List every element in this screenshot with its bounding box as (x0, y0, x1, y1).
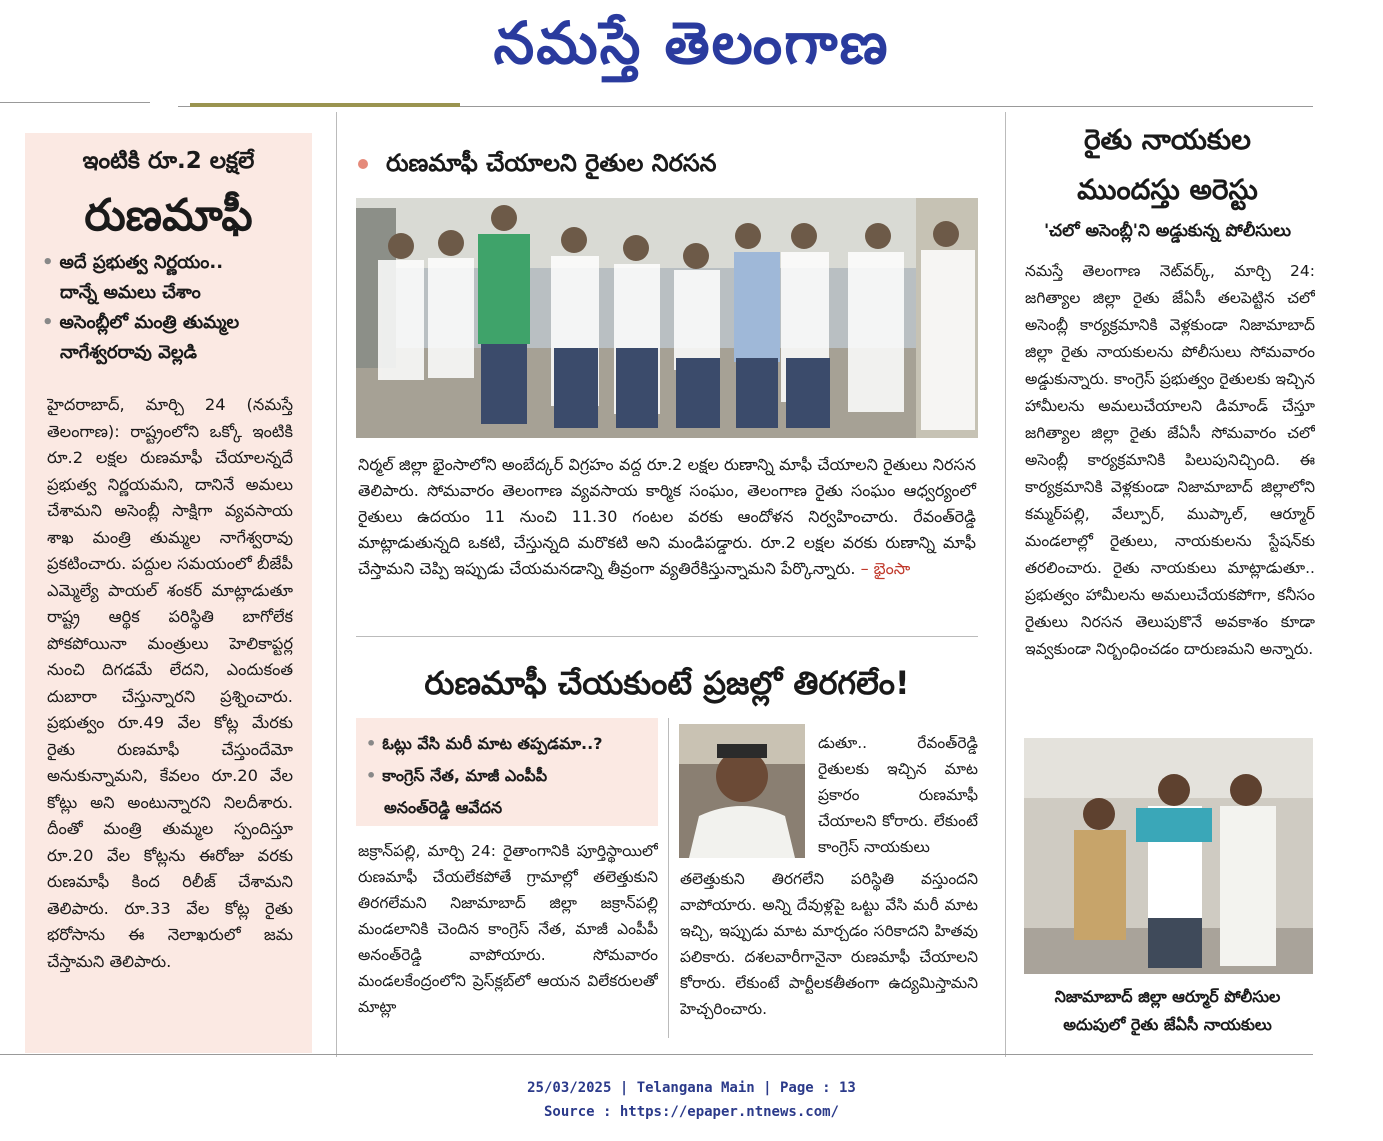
lower-bullets: • ఓట్లు వేసి మరీ మాట తప్పడమా..? • కాంగ్రెస్ నేత, మాజీ ఎంపీపీ అనంత్‌రెడ్డి ఆవేదన (366, 728, 656, 824)
right-article-body: నమస్తే తెలంగాణ నెట్‌వర్క్, మార్చి 24: జగిత్యాల జిల్లా రైతు జేఏసీ తలపెట్టిన చలో అసెంబ్లీ కార్యక్రమానికి వెళ్లకుండా నిజామాబాద్ జిల్లా రైతు నాయకులను పోలీసులు సోమవారం అడ్డుకున్నారు. కాంగ్రెస్ ప్రభుత్వం రైతులకు ఇచ్చిన హామీలను అమలుచేయాలని డిమాండ్ చేస్తూ జగిత్యాల జిల్లా రైతు జేఏసీ సోమవారం చలో అసెంబ్లీ కార్యక్రమానికి పిలుపునిచ్చింది. ఈ కార్యక్రమానికి వెళ్లకుండా నిజామాబాద్ జిల్లాలోని కమ్మర్‌పల్లి, వేల్పూర్, ముప్కాల్, ఆర్మూర్ మండలాల్లో రైతులు, నాయకులను స్టేషన్‌కు తరలించారు. రైతు నాయకులు మాట్లాడుతూ.. ప్రభుత్వం హామీలను అమలుచేయకపోగా, కనీసం రైతులు నిరసన తెలుపుకొనే అవకాశం కూడా ఇవ్వకుండా నిర్బంధించడం దారుణమని అన్నారు. (1025, 262, 1315, 658)
left-kicker: ఇంటికి రూ.2 లక్షలే (82, 148, 255, 174)
bullet-icon: • (366, 734, 377, 753)
divider (0, 102, 150, 103)
column-rule (336, 112, 337, 1057)
bullet-item: • ఓట్లు వేసి మరీ మాట తప్పడమా..? (366, 734, 603, 753)
right-photo-caption-line2: అదుపులో రైతు జేఏసీ నాయకులు (1063, 1015, 1272, 1034)
photo-credit: – భైంసా (860, 559, 911, 578)
footer-date-page: 25/03/2025 | Telangana Main | Page : 13 (527, 1080, 856, 1096)
lower-headline: రుణమాఫీ చేయకుంటే ప్రజల్లో తిరగలేం! (424, 664, 910, 702)
right-headline-line1: రైతు నాయకుల (1083, 123, 1252, 156)
protest-photo (356, 198, 978, 438)
police-photo-image (1024, 738, 1313, 974)
police-photo (1024, 738, 1313, 974)
bullet-icon (358, 159, 368, 169)
portrait-photo (679, 724, 805, 858)
lower-body-left: జక్రాన్‌పల్లి, మార్చి 24: రైతాంగానికి పూర్తిస్థాయిలో రుణమాఫీ చేయలేకపోతే గ్రామాల్లో తలెత్తుకుని తిరగలేమని నిజామాబాద్ జిల్లా జక్రాన్‌పల్లి మండలానికి చెందిన కాంగ్రెస్ నేత, మాజీ ఎంపీపీ అనంత్‌రెడ్డి వాపోయారు. సోమవారం మండలకేంద్రంలోని ప్రెస్‌క్లబ్‌లో ఆయన విలేకరులతో మాట్లా (358, 842, 658, 1016)
column-rule (1005, 112, 1006, 1057)
right-headline-line2: ముందస్తు అరెస్టు (1077, 173, 1258, 206)
footer-source-link[interactable]: Source : https://epaper.ntnews.com/ (543, 1104, 839, 1120)
bullet-item: • అసెంబ్లీలో మంత్రి తుమ్మల (42, 312, 240, 333)
bullet-icon: • (366, 766, 377, 785)
divider (0, 1054, 1313, 1055)
bullet-icon: • (42, 252, 54, 273)
column-rule (668, 718, 669, 1038)
center-headline: రుణమాఫీ చేయాలని రైతుల నిరసన (358, 146, 978, 180)
lower-body-right-bottom: తలెత్తుకుని తిరగలేని పరిస్థితి వస్తుందని వాపోయారు. అన్ని దేవుళ్లపై ఒట్టు వేసి మరీ మాట ఇచ్చి, ఇప్పుడు మాట మార్చడం సరికాదని హితవు పలికారు. దశలవారీగానైనా రుణమాఫీ చేయాలని కోరారు. లేకుంటే పార్టీలకతీతంగా ఉద్యమిస్తామని హెచ్చరించారు. (680, 870, 978, 1018)
bullet-item: • అదే ప్రభుత్వ నిర్ణయం.. (42, 252, 224, 273)
lower-body-right-top: డుతూ.. రేవంత్‌రెడ్డి రైతులకు ఇచ్చిన మాట ప్రకారం రుణమాఫీ చేయాలని కోరారు. లేకుంటే కాంగ్రెస్ నాయకులు (818, 734, 978, 856)
right-photo-caption-line1: నిజామాబాద్ జిల్లా ఆర్మూర్ పోలీసుల (1054, 987, 1281, 1006)
masthead-title: నమస్తే తెలంగాణ (493, 9, 890, 77)
left-article-body: హైదరాబాద్, మార్చి 24 (నమస్తే తెలంగాణ): రాష్ట్రంలోని ఒక్కో ఇంటికి రూ.2 లక్షల రుణమాఫీ చేయాలన్నదే ప్రభుత్వ నిర్ణయమని, దానినే అమలు చేశామని అసెంబ్లీ సాక్షిగా వ్యవసాయ శాఖ మంత్రి తుమ్మల నాగేశ్వరావు ప్రకటించారు. పద్దుల సమయంలో బీజేపీ ఎమ్మెల్యే పాయల్ శంకర్ మాట్లాడుతూ రాష్ట్ర ఆర్థిక పరిస్థితి బాగోలేక పోకపోయినా మంత్రులు హెలికాప్టర్ల నుంచి దిగడమే లేదని, ఎందుకంత దుబారా చేస్తున్నారని ప్రశ్నించారు. ప్రభుత్వం రూ.49 వేల కోట్ల మేరకు రైతు రుణమాఫీ చేస్తుందేమో అనుకున్నామని, కేవలం రూ.20 వేల కోట్లు అని అంటున్నారని నిలదీశారు. దీంతో మంత్రి తుమ్మల స్పందిస్తూ రూ.20 వేల కోట్లను ఈరోజు వరకు రుణమాఫీ కింద రిలీజ్ చేశామని తెలిపారు. రూ.33 వేల కోట్ల రైతు భరోసాను ఈ నెలాఖరులో జమ చేస్తామని తెలిపారు. (47, 395, 293, 971)
left-headline: రుణమాఫీ (84, 190, 253, 241)
portrait-photo-image (679, 724, 805, 858)
divider (356, 636, 978, 637)
protest-photo-image (356, 198, 978, 438)
accent-bar (190, 103, 460, 107)
right-subhead: 'చలో అసెంబ్లీ'ని అడ్డుకున్న పోలీసులు (1043, 221, 1292, 241)
left-bullets: • అదే ప్రభుత్వ నిర్ణయం.. దాన్నే అమలు చేశాం • అసెంబ్లీలో మంత్రి తుమ్మల నాగేశ్వరరావు వెల్లడి (42, 248, 307, 368)
bullet-item: • కాంగ్రెస్ నేత, మాజీ ఎంపీపీ (366, 766, 548, 785)
center-photo-caption: నిర్మల్ జిల్లా భైంసాలోని అంబేద్కర్ విగ్రహం వద్ద రూ.2 లక్షల రుణాన్ని మాఫీ చేయాలని రైతులు నిరసన తెలిపారు. సోమవారం తెలంగాణ వ్యవసాయ కార్మిక సంఘం, తెలంగాణ రైతు సంఘం ఆధ్వర్యంలో రైతులు ఉదయం 11 నుంచి 11.30 గంటల వరకు ఆందోళన నిర్వహించారు. రేవంత్‌రెడ్డి మాట్లాడుతున్నది ఒకటి, చేస్తున్నది మరొకటి అని మండిపడ్డారు. రూ.2 లక్షల వరకు రుణాన్ని మాఫీ చేస్తామని చెప్పి ఇప్పుడు చేయమనడాన్ని తీవ్రంగా వ్యతిరేకిస్తున్నామని పేర్కొన్నారు. – భైంసా (358, 455, 976, 578)
bullet-icon: • (42, 312, 54, 333)
